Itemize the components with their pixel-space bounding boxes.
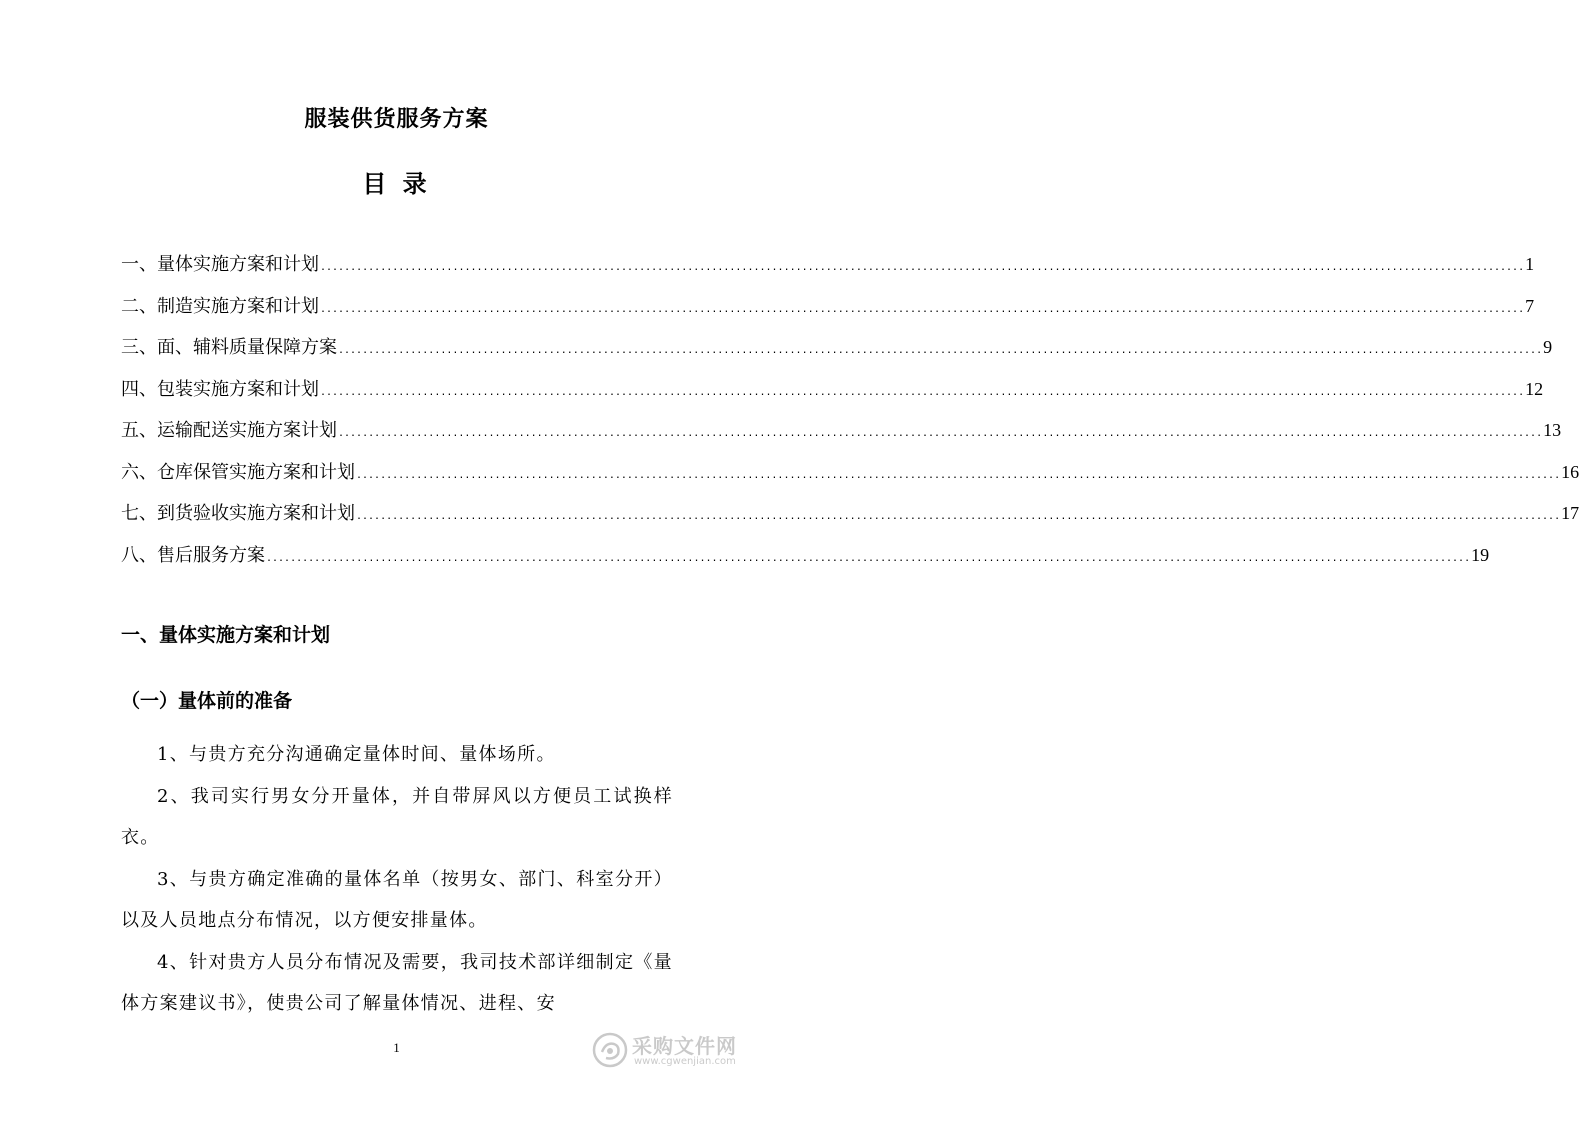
section-heading: 一、量体实施方案和计划 bbox=[121, 624, 331, 646]
toc-entry-page: 12 bbox=[1525, 378, 1544, 399]
toc-entry-label: 六、仓库保管实施方案和计划 bbox=[121, 461, 355, 483]
toc-entry-page: 17 bbox=[1561, 503, 1579, 523]
toc-entry[interactable] bbox=[121, 414, 1562, 456]
toc-leader-dots: ........................................................................................................................................................................................................ bbox=[320, 262, 1525, 273]
toc-leader-dots: ........................................................................................................................................................................................................ bbox=[320, 386, 1525, 398]
toc-entry[interactable] bbox=[121, 497, 1579, 539]
toc-entry[interactable] bbox=[121, 456, 1579, 498]
toc-entry[interactable] bbox=[121, 248, 1535, 290]
watermark-name: 采购文件网 bbox=[632, 1034, 737, 1058]
paragraph: 4、针对贵方人员分布情况及需要，我司技术部详细制定《量体方案建议书》，使贵公司了解量体情况、进程、安 bbox=[121, 951, 673, 1014]
toc-entry[interactable] bbox=[121, 373, 1544, 415]
toc-entry-page: 13 bbox=[1543, 420, 1562, 440]
toc-leader-dots: ........................................................................................................................................................................................................ bbox=[338, 345, 1543, 356]
paragraph: 2、我司实行男女分开量体，并自带屏风以方便员工试换样衣。 bbox=[121, 785, 673, 848]
toc-entry-label: 二、制造实施方案和计划 bbox=[121, 295, 319, 317]
toc-entry[interactable] bbox=[121, 539, 1490, 581]
toc-leader-dots: ........................................................................................................................................................................................................ bbox=[320, 303, 1525, 315]
toc-leader-dots: ........................................................................................................................................................................................................ bbox=[356, 511, 1561, 522]
toc-entry-label: 七、到货验收实施方案和计划 bbox=[121, 503, 355, 524]
toc-leader-dots: ........................................................................................................................................................................................................ bbox=[338, 428, 1543, 439]
toc-entry[interactable] bbox=[121, 331, 1553, 373]
watermark-url: www.cgwenjian.com bbox=[634, 1056, 736, 1067]
toc-heading: 目 录 bbox=[362, 169, 431, 198]
table-of-contents bbox=[121, 248, 1579, 580]
toc-entry-label: 三、面、辅料质量保障方案 bbox=[121, 337, 337, 358]
document-title: 服装供货服务方案 bbox=[304, 106, 489, 132]
toc-entry-page: 19 bbox=[1471, 544, 1490, 565]
toc-leader-dots: ........................................................................................................................................................................................................ bbox=[356, 469, 1561, 481]
toc-leader-dots: ........................................................................................................................................................................................................ bbox=[266, 552, 1471, 564]
toc-entry-label: 八、售后服务方案 bbox=[121, 544, 265, 566]
toc-entry-page: 1 bbox=[1525, 254, 1535, 274]
toc-entry-label: 五、运输配送实施方案计划 bbox=[121, 420, 337, 441]
toc-entry-label: 四、包装实施方案和计划 bbox=[121, 378, 319, 400]
paragraph: 3、与贵方确定准确的量体名单（按男女、部门、科室分开）以及人员地点分布情况，以方便安排量体。 bbox=[121, 868, 673, 931]
toc-entry-page: 9 bbox=[1543, 337, 1553, 357]
cgwenjian-logo-icon bbox=[592, 1032, 628, 1068]
body-text bbox=[121, 734, 673, 1025]
toc-entry-page: 7 bbox=[1525, 295, 1535, 316]
toc-entry-label: 一、量体实施方案和计划 bbox=[121, 254, 319, 275]
toc-entry[interactable] bbox=[121, 290, 1535, 332]
paragraph: 1、与贵方充分沟通确定量体时间、量体场所。 bbox=[157, 744, 556, 765]
page-number: 1 bbox=[393, 1040, 400, 1055]
watermark bbox=[592, 1026, 752, 1076]
subsection-heading: （一）量体前的准备 bbox=[121, 690, 293, 712]
toc-entry-page: 16 bbox=[1561, 461, 1579, 482]
